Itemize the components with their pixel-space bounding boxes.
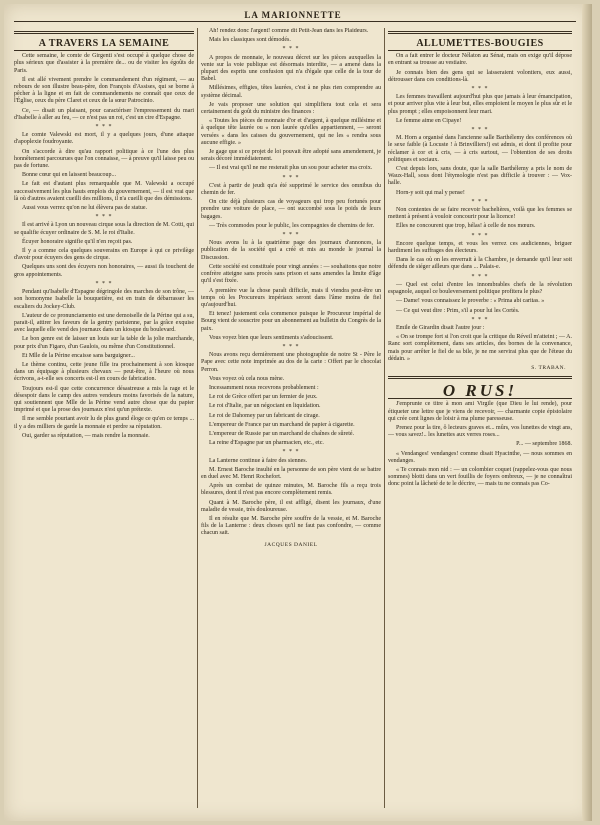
paragraph: Non contentes de se faire recevoir bachelières, voilà que les femmes se mettent à présent à vouloir concourir pour la licence! bbox=[388, 207, 572, 221]
paragraph: Cette semaine, le comte de Girgenti s'est occupé à quelque chose de plus sérieux que d'assister à la première de... ou de visiter les égoûts de Paris. bbox=[14, 53, 194, 74]
paragraph: M. Ernest Baroche insulté en la personne de son père vient de se battre en duel avec M. Henri Rochefort. bbox=[201, 466, 381, 480]
paragraph: Je vais proposer une solution qui simplifiera tout cela et sera certainement du goût du ministre des finances : bbox=[201, 101, 381, 116]
paragraph: Prenez pour la tire, ô lecteurs graves et... mûrs, vos lunettes de vingt ans, — vous savez!.. les lunettes aux verres roses... bbox=[388, 424, 572, 439]
paragraph: « Toutes les pièces de monnaie d'or et d'argent, à quelque millésime et à quelque tête laurée ou « non laurée qu'elles appartiennent, — seront versées « dans les caisses du gouvernement, qui ne les « rendra sous aucune effigie. » bbox=[201, 118, 381, 146]
paragraph: Le roi d'Italie, par un négociant en liquidation. bbox=[209, 403, 321, 410]
paragraph: Le fait est d'autant plus remarquable que M. Valewski a occupé successivement les plus hauts emplois du gouvernement, — il est vrai que là où d'autres avaient cueilli des millions, il n'a cueilli que des démissions. bbox=[14, 181, 194, 202]
section-stars: * * * bbox=[471, 273, 489, 280]
paragraph: L'auteur de ce pronunciamento est une demoiselle de la Périne qui a su, parait-il, attirer les faveurs de la gentry parisienne, par la grâce exquise avec laquelle elle vend des journaux dans un kiosque du boulevard. bbox=[14, 312, 194, 334]
paragraph: A première vue la chose paraît difficile, mais il viendra peut-être un temps où les Procureurs impériaux seront dans l'âme moins de fiel qu'aujourd'hui. bbox=[201, 287, 381, 308]
paragraph: Il en résulte que M. Baroche père souffre de la vessie, et M. Baroche fils de la Lanterne : deux choses qu'il ne faut pas confondre, — comme chacun sait. bbox=[201, 515, 381, 537]
newspaper-page bbox=[4, 4, 592, 821]
paragraph: Écuyer honoraire signifie qu'il n'en reçoit pas. bbox=[22, 238, 133, 245]
section-stars: * * * bbox=[282, 174, 300, 181]
author-signature: S. TRABAN. bbox=[531, 364, 566, 371]
paragraph: Millésimes, effigies, têtes laurées, c'est à ne plus rien comprendre au système décimal. bbox=[201, 85, 381, 99]
paragraph: Ce, — disait un plaisant, pour caractériser l'empressement du mari d'Isabelle à aller au feu, — ce n'est pas un roi, c'est un cire d'Espagne. bbox=[14, 107, 194, 121]
section-stars: * * * bbox=[471, 127, 489, 134]
dateline: P... — septembre 1868. bbox=[516, 441, 572, 448]
paragraph: Les femmes travaillent aujourd'hui plus que jamais à leur émancipation, et pour arriver plus vite à leur but, elles emploient le moyen le plus sûr et le plus prompt ; elles empoisonnent leur mari. bbox=[388, 94, 572, 115]
paragraph: « Vendanges! vendanges! comme disait Hyacinthe, — nous sommes en vendanges. bbox=[388, 450, 572, 464]
paragraph: « Te connais mon nid : — un colombier coquet (rappelez-vous que nous sommes) blotti dans un vert fouillis de foyers ombreux, — je ne connaîtrai donc point la lâcheté de te le décrire, — mais tu ne connais pas Co- bbox=[388, 466, 572, 488]
paragraph: Bonne cœur qui en laissent beaucoup... bbox=[22, 172, 116, 179]
section-stars: * * * bbox=[471, 86, 489, 93]
section-stars: * * * bbox=[95, 214, 113, 221]
paragraph: Le roi de Grèce offert par un fermier de jeux. bbox=[209, 394, 318, 401]
paragraph: Je gage que si ce projet de loi pouvait être adopté sans amendement, je serais décoré immédiatement. bbox=[201, 149, 381, 163]
paragraph: On cite déjà plusieurs cas de voyageurs qui trop peu fortunés pour prendre une voiture de place, — ont succombé sous le poids de leurs bagages. bbox=[201, 199, 381, 220]
paragraph: Dans le cas où on les enverrait à la Chambre, je demande qu'il leur soit défendu de siéger ailleurs que dans ... Palais-e. bbox=[388, 257, 572, 271]
paragraph: Nous avons reçu dernièrement une photographie de notre St - Père le Pape avec cette note imprimée au dos de la carte : Offert par le chocolat Perron. bbox=[201, 352, 381, 373]
title-rule bbox=[388, 50, 572, 51]
section-stars: * * * bbox=[471, 198, 489, 205]
paragraph: — Ce qui veut dire : Prim, s'il a pour lui les Cortès. bbox=[396, 307, 520, 314]
title-rule bbox=[388, 376, 572, 379]
paragraph: Il est arrivé à Lyon un nouveau cirque sous la direction de M. Cotti, qui se qualifie écuyer ordinaire de S. M. le roi d'Italie. bbox=[14, 222, 194, 236]
paragraph: Elles ne concourent que trop, hélas! à celle de nos mœurs. bbox=[396, 223, 536, 230]
paragraph: J'emprunte ce titre à mon ami Virgile (que Dieu le lui rende), pour étiqueter une lettre que je viens de recevoir, — charmante copie épistolaire qui crée cent lignes de loisir à ma plume paresseuse. bbox=[388, 401, 572, 422]
paragraph: Et tenez! justement cela commence puisque le Procureur impérial de Bourg vient de souscrire pour un abonnement au bulletin du Congrès de la paix. bbox=[201, 311, 381, 332]
paragraph: — Quel est celui d'entre les innombrables chefs de la révolution espagnole, auquel ce bouleversement politique profitera le plus? bbox=[388, 281, 572, 296]
paragraph: C'est depuis lors, sans doute, que la salle Barthélemy a pris le nom de Waux-Hall, sous dont l'étymologie n'est pas difficile à trouver : — Vox-halle. bbox=[388, 166, 572, 187]
paragraph: — Très commodes pour le public, les compagnies de chemins de fer. bbox=[209, 222, 375, 229]
paragraph: « On se trompe fort si l'on croit que la critique du Réveil m'atteint ; — A. Ranc sort complètement, dans ses articles, des bornes de la convenance, mais pour arrêter le fiel de sa bile, je ne me servirai plus que de l'éteue du dédain. » bbox=[388, 334, 572, 362]
section-stars: * * * bbox=[95, 280, 113, 287]
paragraph: Le thème continu, cette jeune fille ira prochainement à son kiosque dans un équipage à plusieurs chevaux — peut-être, à l'heure où nous écrivons, a-t-elle ses concerts est-il en cours de fabrication. bbox=[14, 361, 194, 383]
section-stars: * * * bbox=[471, 316, 489, 323]
section-stars: * * * bbox=[282, 449, 300, 456]
paragraph: Il me semble pourtant avoir lu de plus grand éloge ce qu'en ce temps ... il y a des milliers de garde la monnaie et perdre sa réputation. bbox=[14, 416, 194, 430]
paragraph: Mais les classiques sont démodés. bbox=[209, 37, 291, 44]
paragraph: Le comte Valewski est mort, il y a quelques jours, d'une attaque d'apoplexie foudroyante. bbox=[14, 132, 194, 146]
paragraph: Encore quelque temps, et vous les verrez ces audiciennes, briguer hardiment les suffrages des électeurs. bbox=[388, 240, 572, 255]
paragraph: Aussi vous verrez qu'on ne lui élèvera pas de statue. bbox=[22, 205, 148, 212]
column-divider bbox=[197, 28, 198, 808]
paragraph: Après un combat de quinze minutes, M. Baroche fils a reçu trois blessures, dont il n'est pas encore complètement remis. bbox=[201, 483, 381, 497]
paragraph: Il y a comme cela quelques souverains en Europe à qui ce privilège d'avoir pour écuyers des gens de cirque. bbox=[14, 248, 194, 262]
paragraph: Je connais bien des gens qui se laisseraient volontiers, eux aussi, détrousser dans ces conditions-là. bbox=[388, 69, 572, 83]
title-rule bbox=[14, 31, 194, 34]
section-stars: * * * bbox=[282, 232, 300, 239]
column-middle bbox=[201, 28, 381, 814]
paragraph: — Dame! vous connaissez le proverbe : « Prima abi caritas. » bbox=[396, 298, 545, 305]
paragraph: Le femme aime en Cipaye! bbox=[396, 117, 462, 124]
paragraph: On s'accorde à dire qu'au rapport politique à ce l'une des plus honnêtement parcourues que l'on connaisse, — à preuve qu'il laisse peu ou pas de fortune. bbox=[14, 148, 194, 170]
column-right bbox=[388, 28, 572, 814]
masthead: LA MARIONNETTE bbox=[244, 10, 342, 20]
paragraph: La reine d'Espagne par un pharmacien, etc., etc. bbox=[209, 440, 324, 447]
column-divider bbox=[384, 28, 385, 808]
section-stars: * * * bbox=[471, 232, 489, 239]
paragraph: M. Horn a organisé dans l'ancienne salle Barthélemy des conférences où le sexe faible (à Locuste ! à Brinvilliers!) est admis, et dont il profite pour réclamer à cor et à cris, — à cris surtout, — l'obtention de ses droits politiques et sociaux. bbox=[388, 135, 572, 163]
paragraph: Quant à M. Baroche père, il est affligé, disent les journaux, d'une maladie de vessie, très douloureuse. bbox=[201, 499, 381, 513]
paragraph: L'empereur de Russie par un marchand de chaînes de sûreté. bbox=[209, 430, 355, 437]
paragraph: Horn-y soit qui mal y pense! bbox=[396, 189, 465, 196]
header-rule bbox=[14, 21, 576, 22]
article-title: A TRAVERS LA SEMAINE bbox=[38, 38, 170, 49]
paragraph: L'empereur de France par un marchand de papier à cigarette. bbox=[209, 421, 355, 428]
paragraph: Vous voyez où cela nous mène. bbox=[209, 375, 285, 382]
column-left bbox=[14, 28, 194, 814]
title-rule bbox=[388, 31, 572, 34]
paragraph: Quelques uns sont des écuyers non honoraires, — aussi ils touchent de gros appointements. bbox=[14, 264, 194, 278]
section-stars: * * * bbox=[282, 343, 300, 350]
paragraph: Et Mlle de la Périne encaisse sans barguigner... bbox=[22, 352, 135, 359]
paragraph: Oui, garder sa réputation, — mais rendre la monnaie. bbox=[22, 432, 150, 439]
paragraph: Vous voyez bien que leurs sentiments s'adoucissent. bbox=[209, 334, 334, 341]
title-rule bbox=[14, 50, 194, 51]
paragraph: Ah! rendez donc l'argent! comme dit Petit-Jean dans les Plaideurs. bbox=[209, 28, 369, 34]
page-spine bbox=[582, 4, 592, 821]
paragraph: Il est allé vivement prendre le commandement d'un régiment, — au rebours de son illustre beau-père, don François d'Assises, qui se borne à pêcher à la ligne et en fait de commandements ne connaît que ceux de l'Église, ceux du père Claret et ceux de la sœur Patrocinio. bbox=[14, 76, 194, 105]
paragraph: — Il est vrai qu'il ne me resterait plus un sou pour acheter ma croix. bbox=[209, 165, 373, 172]
paragraph: Incessamment nous recevrons probablement : bbox=[209, 384, 319, 391]
paragraph: Nous avons lu à la quatrième page des journaux d'annonces, la publication de la société qui a créé et mis au monde le journal la Discussion. bbox=[201, 240, 381, 261]
paragraph: Pendant qu'Isabelle d'Espagne dégringole des marches de son trône, — son homonyme Isabelle la bouquetière, est en train de débarrasser les escaliers du Jockey-Club. bbox=[14, 289, 194, 310]
paragraph: A propos de monnaie, le nouveau décret sur les pièces auxquelles la vente sur la voie publique est désormais interdite, — a amené dans la plupart des esprits une confusion qui n'a d'égale que celle de la tour de Babel. bbox=[201, 54, 381, 83]
paragraph: Emile de Girardin disait l'autre jour : bbox=[396, 324, 485, 331]
paragraph: Cette société est constituée pour vingt années : — souhaitons que notre confrère atteigne sans procès sans prison et sans amendes la limite d'âge qu'il s'est fixée. bbox=[201, 263, 381, 285]
paragraph: La Lanterne continue à faire des siennes. bbox=[209, 457, 308, 464]
article-title: O RUS! bbox=[442, 381, 518, 401]
paragraph: C'est à partir de jeudi qu'a été supprimé le service des omnibus du chemin de fer. bbox=[201, 182, 381, 197]
author-signature: JACQUES DANIEL bbox=[264, 541, 318, 548]
paragraph: Toujours est-il que cette concurrence désastreuse a mis la rage et le désespoir dans le camp des autres vendeurs moins favorisés de la nature, qui soutiennent que Mlle de la Périne vend autre chose que du papier imprimé et que la prose des journaux n'est qu'un prétexte. bbox=[14, 385, 194, 414]
paragraph: Le bon genre est de laisser un louis sur la table de la jolie marchande, pour prix d'un Figaro, d'un Gaulois, ou même d'un Constitutionnel. bbox=[14, 336, 194, 350]
section-stars: * * * bbox=[282, 46, 300, 53]
section-stars: * * * bbox=[95, 124, 113, 131]
paragraph: Le roi de Dahomey par un fabricant de cirage. bbox=[209, 412, 320, 419]
paragraph: On a fait entrer le docteur Nélaton au Sénat, mais on exige qu'il dépose en entrant sa trousse au vestiaire. bbox=[388, 53, 572, 67]
article-title: ALLUMETTES-BOUGIES bbox=[416, 38, 544, 49]
